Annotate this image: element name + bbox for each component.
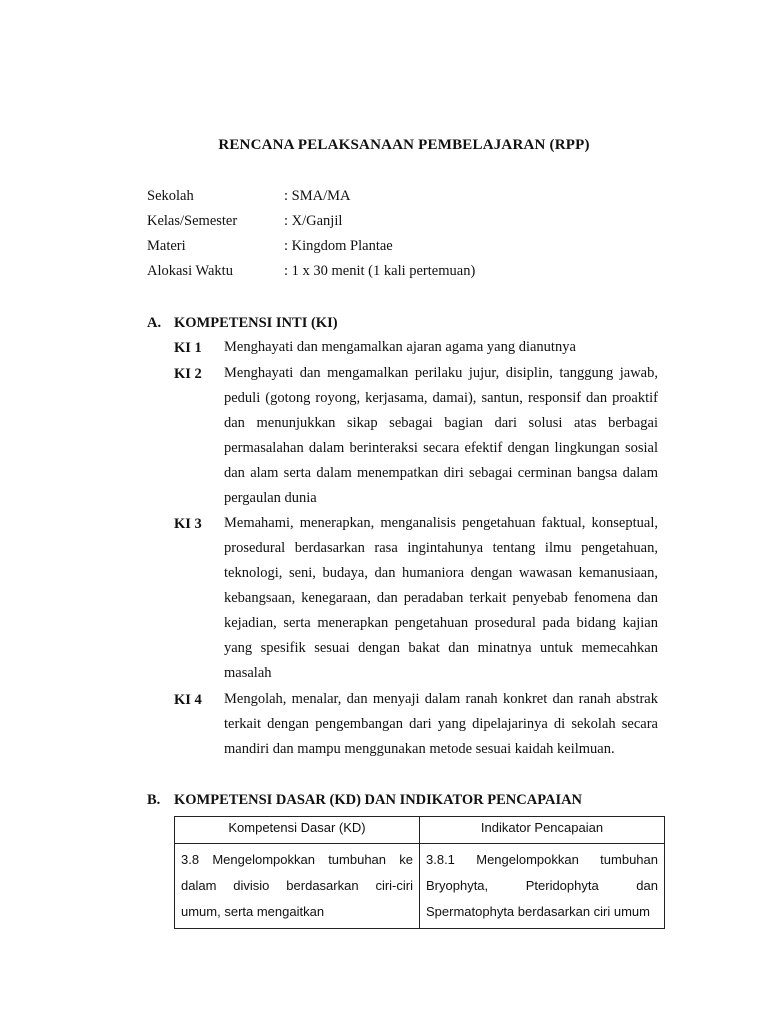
table-header-row (175, 817, 665, 844)
table-header-cell: Indikator Pencapaian (420, 817, 665, 844)
identity-value: : X/Ganjil (284, 213, 343, 229)
ki-code: KI 3 (174, 516, 202, 532)
section-letter: B. (147, 792, 161, 808)
identity-label: Materi (147, 238, 186, 254)
ki-code: KI 4 (174, 692, 202, 708)
table-header-cell: Kompetensi Dasar (KD) (175, 817, 420, 844)
identity-row-class (147, 211, 667, 231)
table-cell: 3.8.1 Mengelompokkan tumbuhan Bryophyta, Pteridophyta dan Spermatophyta berdasarkan ciri umum (420, 844, 665, 929)
ki-text: Menghayati dan mengamalkan perilaku jujur, disiplin, tanggung jawab, peduli (gotong royong, kerjasama, damai), santun, responsif dan proaktif dan menunjukkan sikap sebagai bagian dari solusi atas berbagai permasalahan dalam berinteraksi secara efektif dengan lingkungan sosial dan alam serta dalam menempatkan diri sebagai cerminan bangsa dalam pergaulan dunia (224, 365, 658, 506)
section-letter: A. (147, 315, 162, 331)
section-title: KOMPETENSI DASAR (KD) DAN INDIKATOR PENCAPAIAN (174, 792, 583, 808)
ki-text: Menghayati dan mengamalkan ajaran agama yang dianutnya (224, 339, 576, 355)
ki-code: KI 2 (174, 366, 202, 382)
kd-indicator-table (174, 816, 665, 929)
section-title: KOMPETENSI INTI (KI) (174, 315, 338, 331)
section-a-heading (147, 313, 338, 333)
identity-row-school (147, 186, 667, 206)
ki-text: Mengolah, menalar, dan menyaji dalam ranah konkret dan ranah abstrak terkait dengan pengembangan dari yang dipelajarinya di sekolah secara mandiri dan mampu menggunakan metode sesuai kaidah keilmuan. (224, 691, 658, 757)
identity-label: Kelas/Semester (147, 213, 238, 229)
identity-row-time (147, 261, 667, 281)
identity-label: Sekolah (147, 188, 194, 204)
identity-row-material (147, 236, 667, 256)
table-cell: 3.8 Mengelompokkan tumbuhan ke dalam divisio berdasarkan ciri-ciri umum, serta mengaitkan (175, 844, 420, 929)
document-title: RENCANA PELAKSANAAN PEMBELAJARAN (RPP) (218, 137, 590, 153)
identity-label: Alokasi Waktu (147, 263, 233, 279)
ki-text: Memahami, menerapkan, menganalisis pengetahuan faktual, konseptual, prosedural berdasarkan rasa ingintahunya tentang ilmu pengetahuan, teknologi, seni, budaya, dan humaniora dengan wawasan kemanusiaan, kebangsaan, kenegaraan, dan peradaban terkait penyebab fenomena dan kejadian, serta menerapkan pengetahuan prosedural pada bidang kajian yang spesifik sesuai dengan bakat dan minatnya untuk memecahkan masalah (224, 515, 658, 681)
identity-value: : 1 x 30 menit (1 kali pertemuan) (284, 263, 476, 279)
identity-value: : SMA/MA (284, 188, 351, 204)
ki-code: KI 1 (174, 340, 202, 356)
identity-value: : Kingdom Plantae (284, 238, 393, 254)
section-b-heading (147, 790, 582, 810)
table-row (175, 844, 665, 929)
